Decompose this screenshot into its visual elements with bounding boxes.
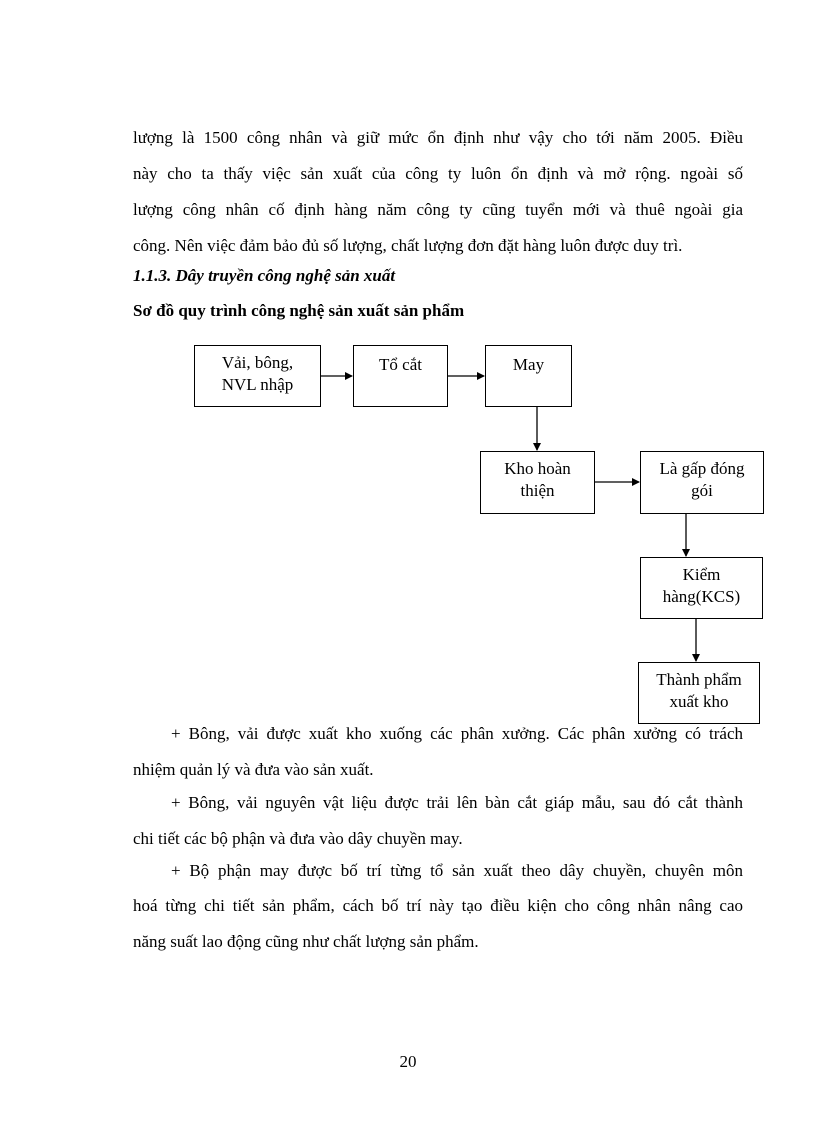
box-text: Thành phẩm [656, 670, 742, 689]
paragraph-line: công. Nên việc đảm bảo đủ số lượng, chất lượng đơn đặt hàng luôn được duy trì. [133, 236, 683, 255]
box-quality-check [640, 557, 763, 619]
box-text: NVL nhập [221, 375, 294, 394]
box-text: Kho hoàn [504, 459, 571, 478]
section-heading: 1.1.3. Dây truyền công nghệ sản xuất [133, 266, 396, 285]
bullet-line: chi tiết các bộ phận và đưa vào dây chuyền may. [133, 829, 463, 848]
paragraph-line: này cho ta thấy việc sản xuất của công ty luôn ổn định và mở rộng. ngoài số [133, 164, 743, 183]
bullet-line: nhiệm quản lý và đưa vào sản xuất. [133, 760, 374, 779]
box-input-materials [194, 345, 321, 407]
box-text: xuất kho [669, 692, 729, 711]
bullet-line: năng suất lao động cũng như chất lượng sản phẩm. [133, 932, 479, 951]
box-cutting [353, 345, 448, 407]
box-ironing-packing [640, 451, 764, 514]
box-text: Là gấp đóng [659, 459, 745, 478]
box-sewing [485, 345, 572, 407]
bullet-line: hoá từng chi tiết sản phẩm, cách bố trí này tạo điều kiện cho công nhân nâng cao [133, 896, 743, 915]
box-finished-goods [638, 662, 760, 724]
diagram-title: Sơ đồ quy trình công nghệ sản xuất sản phẩm [133, 301, 465, 320]
page-number: 20 [399, 1052, 417, 1071]
bullet-line: + Bông, vải nguyên vật liệu được trải lên bàn cắt giáp mẫu, sau đó cắt thành [171, 793, 743, 812]
box-text: Vải, bông, [221, 353, 294, 372]
bullet-line: + Bộ phận may được bố trí từng tổ sản xuất theo dây chuyền, chuyên môn [171, 861, 743, 880]
bullet-line: + Bông, vải được xuất kho xuống các phân xưởng. Các phân xưởng có trách [171, 724, 743, 743]
box-text: thiện [520, 481, 555, 500]
box-text: May [512, 355, 545, 374]
box-finishing-store [480, 451, 595, 514]
paragraph-line: lượng công nhân cố định hàng năm công ty cũng tuyển mới và thuê ngoài gia [133, 200, 743, 219]
box-text: Kiểm [682, 565, 721, 584]
box-text: gói [691, 481, 713, 500]
paragraph-line: lượng là 1500 công nhân và giữ mức ổn định như vậy cho tới năm 2005. Điều [133, 128, 743, 147]
box-text: hàng(KCS) [662, 587, 741, 606]
box-text: Tổ cắt [379, 355, 422, 374]
